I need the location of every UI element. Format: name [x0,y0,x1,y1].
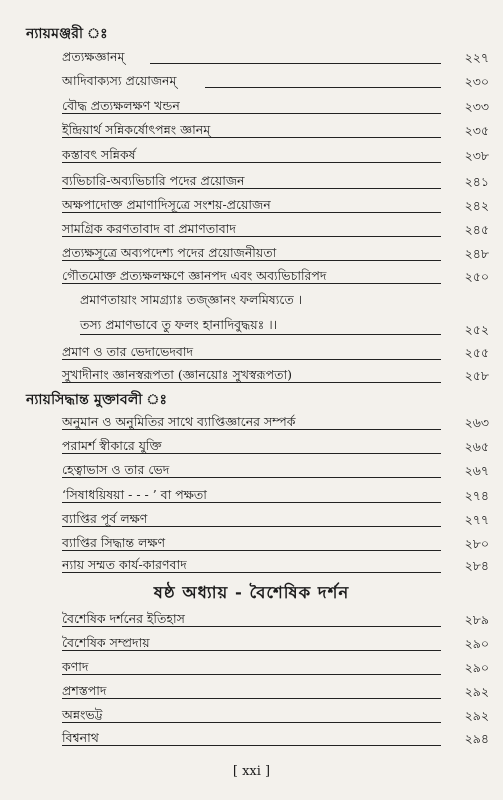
leader-line [62,260,441,261]
toc-entry[interactable] [0,658,503,680]
toc-entry[interactable] [0,267,503,289]
toc-entry-page: ২৫৫ [464,345,489,360]
toc-entry-page: ২৮০ [464,536,489,551]
toc-entry-page: ২৩৮ [464,148,489,163]
toc-entry-title: ইন্দ্রিয়ার্থ সন্নিকর্ষোৎপন্নং জ্ঞানম্ [62,122,211,137]
leader-line [205,87,441,88]
toc-entry[interactable] [0,634,503,656]
toc-entry[interactable] [0,244,503,266]
toc-entry[interactable] [0,220,503,242]
leader-line [62,550,441,551]
leader-line [62,212,441,213]
toc-entry-page: ২৪১ [464,174,489,189]
toc-entry[interactable] [0,437,503,459]
leader-line [62,429,441,430]
toc-entry-page: ২৬৭ [464,463,489,478]
leader-line [62,722,441,723]
leader-line [62,283,441,284]
toc-entry-title: গৌতমোক্ত প্রত্যক্ষলক্ষণে জ্ঞানপদ এবং অব্যভিচারিপদ [62,268,327,283]
toc-entry-title: বৈশেষিক সম্প্রদায় [62,635,150,650]
toc-entry-title: কণাদ [62,659,89,674]
toc-entry[interactable] [0,146,503,168]
toc-entry-title: ব্যাপ্তির সিদ্ধান্ত লক্ষণ [62,535,166,550]
toc-entry[interactable] [0,729,503,751]
toc-entry-title: আদিবাক্যস্য প্রয়োজনম্ [62,73,177,88]
toc-entry-title: অন্নংভট্ট [62,707,103,722]
toc-entry[interactable] [0,486,503,508]
toc-entry-page: ২৮৯ [464,612,489,627]
toc-entry[interactable] [0,556,503,578]
toc-entry-title: ব্যভিচারি-অব্যভিচারি পদের প্রয়োজন [62,173,245,188]
leader-line [62,113,441,114]
toc-entry-title: বৌদ্ধ প্রত্যক্ষলক্ষণ খন্ডন [62,98,180,113]
toc-entry-title: অনুমান ও অনুমিতির সাথে ব্যাপ্তিজ্ঞানের সম্পর্ক [62,414,296,429]
toc-entry[interactable] [0,196,503,218]
toc-entry-page: ২৮৪ [464,558,489,573]
toc-entry-title: পরামর্শ স্বীকারে যুক্তি [62,438,162,453]
toc-entry-title: ব্যাপ্তির পূর্ব লক্ষণ [62,511,148,526]
toc-entry-title: বৈশেষিক দর্শনের ইতিহাস [62,611,185,626]
toc-entry[interactable] [0,316,503,338]
leader-line [62,698,441,699]
toc-entry-title: ন্যায় সম্মত কার্য-কারণবাদ [62,557,187,572]
toc-entry[interactable] [0,534,503,556]
leader-line [62,188,441,189]
toc-entry-page: ২৭৪ [464,488,489,503]
toc-entry-title: প্রমাণ ও তার ভেদাভেদবাদ [62,344,194,359]
leader-line [80,334,441,335]
leader-line [62,626,441,627]
toc-entry-page: ২৫২ [464,322,489,337]
toc-entry-page: ২৩৩ [464,99,489,114]
verse-line: প্রমাণতায়াং সামগ্র্যাঃ তজ্জ্ঞানং ফলমিষ্যতে । [80,292,303,307]
toc-entry-title: সামগ্রিক করণতাবাদ বা প্রমাণতাবাদ [62,221,236,236]
toc-entry-title: হেত্বাভাস ও তার ভেদ [62,462,170,477]
toc-entry-page: ২৭৭ [464,512,489,527]
leader-line [62,137,441,138]
leader-line [62,674,441,675]
toc-entry-page: ২৯৪ [464,731,489,746]
toc-entry-page: ২৯২ [464,708,489,723]
toc-entry[interactable] [0,121,503,143]
toc-entry[interactable] [0,682,503,704]
toc-entry[interactable] [0,610,503,632]
section-heading-nyayamanjari: ন্যায়মঞ্জরী ঃ [26,26,108,42]
leader-line [62,236,441,237]
toc-entry-title: অক্ষপাদোক্ত প্রমাণাদিসূত্রে সংশয়-প্রয়োজন [62,197,271,212]
toc-entry-page: ২৯০ [464,660,489,675]
toc-entry[interactable] [0,172,503,194]
toc-entry-page: ২৪৮ [464,246,489,261]
toc-entry-page: ২৬৫ [464,439,489,454]
toc-entry-page: ২৪২ [464,198,489,213]
chapter-heading: ষষ্ঠ অধ্যায় - বৈশেষিক দর্শন [153,583,350,602]
leader-line [62,453,441,454]
leader-line [62,526,441,527]
toc-entry-page: ২৪৫ [464,222,489,237]
toc-entry[interactable] [0,413,503,435]
toc-entry[interactable] [0,366,503,388]
leader-line [150,63,441,64]
page-number-footer: [ xxi ] [232,764,271,779]
toc-entry[interactable] [0,72,503,94]
toc-entry[interactable] [0,48,503,70]
toc-entry[interactable] [0,510,503,532]
toc-entry[interactable] [0,706,503,728]
toc-entry-page: ২৩০ [464,74,489,89]
toc-entry-title: বিশ্বনাথ [62,730,99,745]
toc-entry-title: ‘সিষাধয়িষয়া - - - ’ বা পক্ষতা [62,487,207,502]
toc-entry-title: প্রত্যক্ষজ্ঞানম্ [62,49,125,64]
verse-line: তস্য প্রমাণভাবে তু ফলং হানাদিবুদ্ধয়ঃ ।। [80,317,278,332]
leader-line [62,477,441,478]
toc-entry-title: সুখাদীনাং জ্ঞানস্বরূপতা (জ্ঞানয়োঃ সুখস্বরূপতা) [62,367,293,382]
leader-line [62,359,441,360]
leader-line [62,572,441,573]
toc-entry[interactable] [0,343,503,365]
leader-line [62,382,441,383]
leader-line [62,745,441,746]
toc-entry-page: ২৫৮ [464,368,489,383]
toc-entry-page: ২৫০ [464,269,489,284]
toc-entry-page: ২৯০ [464,636,489,651]
toc-entry[interactable] [0,97,503,119]
toc-entry-title: প্রত্যক্ষসূত্রে অব্যপদেশ্য পদের প্রয়োজনীয়তা [62,245,277,260]
toc-entry-page: ২৯২ [464,684,489,699]
leader-line [62,162,441,163]
toc-entry-title: প্রশস্তপাদ [62,683,107,698]
leader-line [62,502,441,503]
toc-entry-page: ২৩৫ [464,123,489,138]
toc-entry-page: ২২৭ [464,50,489,65]
toc-entry-title: কস্তাবৎ সন্নিকর্ষ [62,147,136,162]
toc-entry[interactable] [0,461,503,483]
toc-entry-page: ২৬৩ [464,415,489,430]
section-heading-muktavali: ন্যায়সিদ্ধান্ত মুক্তাবলী ঃ [26,392,168,408]
leader-line [62,650,441,651]
